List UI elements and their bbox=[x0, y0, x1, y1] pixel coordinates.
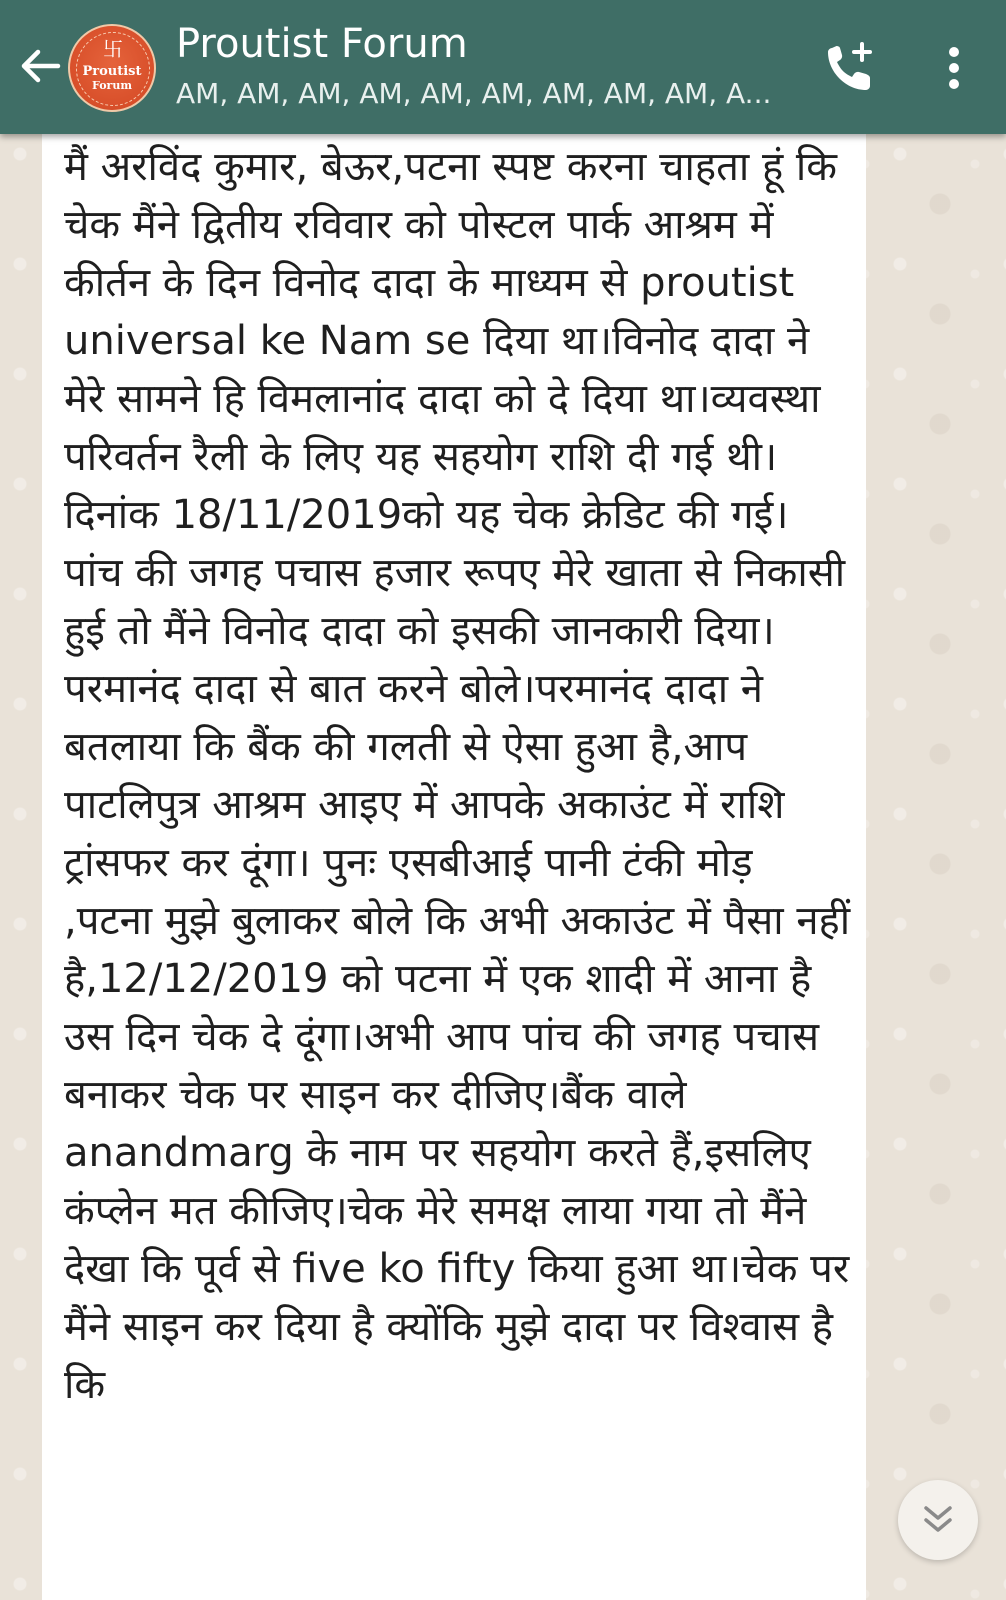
swastika-emblem-icon: 卐 bbox=[103, 37, 123, 61]
avatar-logo-line1: Proutist bbox=[82, 64, 142, 79]
more-vert-icon[interactable] bbox=[938, 44, 970, 92]
chat-title[interactable]: Proutist Forum bbox=[176, 21, 468, 67]
double-chevron-down-icon bbox=[920, 1502, 956, 1538]
scroll-down-button[interactable] bbox=[898, 1480, 978, 1560]
message-text: मैं अरविंद कुमार, बेऊर,पटना स्पष्ट करना चाहता हूं कि चेक मैंने द्वितीय रविवार को पोस्टल पार्क आश्रम में कीर्तन के दिन विनोद दादा के माध्यम से proutist universal ke Nam se दिया था।विनोद दादा ने मेरे सामने हि विमलानांद दादा को दे दिया था।व्यवस्था परिवर्तन रैली के लिए यह सहयोग राशि दी गई थी।दिनांक 18/11/2019को यह चेक क्रेडिट की गई। पांच की जगह पचास हजार रूपए मेरे खाता से निकासी हुई तो मैंने विनोद दादा को इसकी जानकारी दिया।परमानंद दादा से बात करने बोले।परमानंद दादा ने बतलाया कि बैंक की गलती से ऐसा हुआ है,आप पाटलिपुत्र आश्रम आइए में आपके अकाउंट में राशि ट्रांसफर कर दूंगा। पुनः एसबीआई पानी टंकी मोड़ ,पटना मुझे बुलाकर बोले कि अभी अकाउंट में पैसा नहीं है,12/12/2019 को पटना में एक शादी में आना है उस दिन चेक दे दूंगा।अभी आप पांच की जगह पचास बनाकर चेक पर साइन कर दीजिए।बैंक वाले anandmarg के नाम पर सहयोग करते हैं,इसलिए कंप्लेन मत कीजिए।चेक मेरे समक्ष लाया गया तो मैंने देखा कि पूर्व से five ko fifty किया हुआ था।चेक पर मैंने साइन कर दिया है क्योंकि मुझे दादा पर विश्वास है कि bbox=[64, 144, 851, 1408]
group-avatar[interactable] bbox=[68, 24, 156, 112]
chat-header bbox=[0, 0, 1006, 134]
avatar-logo-line2: Forum bbox=[92, 79, 132, 92]
chat-participants[interactable]: AM, AM, AM, AM, AM, AM, AM, AM, AM, A... bbox=[176, 77, 772, 110]
message-bubble[interactable] bbox=[42, 128, 866, 1600]
add-call-icon[interactable] bbox=[822, 40, 878, 96]
arrow-left-icon[interactable] bbox=[18, 44, 62, 88]
